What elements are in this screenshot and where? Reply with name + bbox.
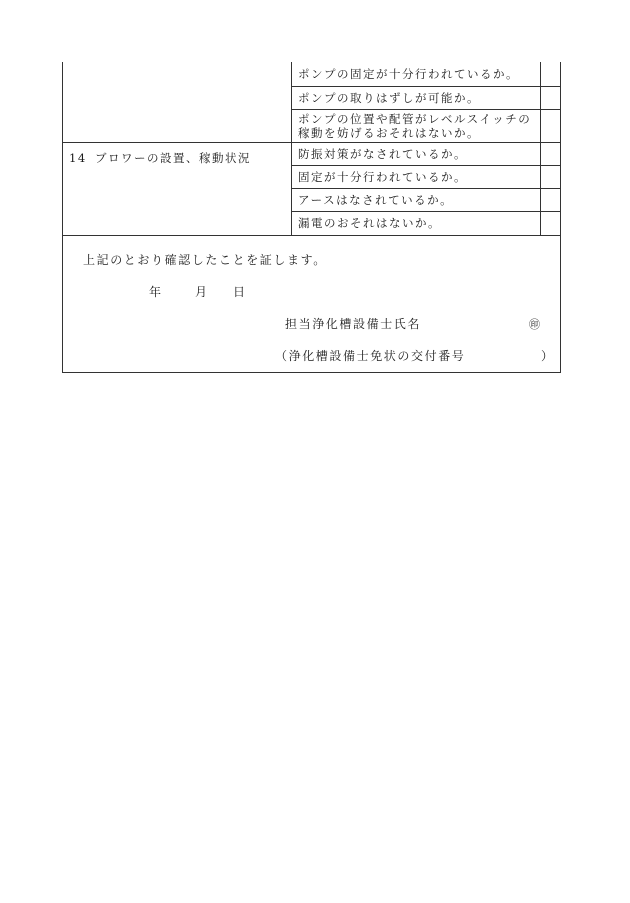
check-box[interactable] [541,165,561,188]
license-number-close: ） [541,349,555,363]
certification-block [63,235,560,372]
inspection-form [62,62,561,373]
check-item: ポンプの位置や配管がレベルスイッチの稼動を妨げるおそれはないか。 [292,109,541,142]
check-box[interactable] [541,62,561,86]
check-item: ポンプの取りはずしが可能か。 [292,86,541,109]
check-box[interactable] [541,211,561,235]
technician-name-label: 担当浄化槽設備士氏名 [285,317,422,331]
check-item: 固定が十分行われているか。 [292,165,541,188]
check-box[interactable] [541,188,561,211]
category-number: 14 [69,150,87,165]
check-item: アースはなされているか。 [292,188,541,211]
date-year-label: 年 [149,285,163,299]
date-day-label: 日 [233,285,247,299]
table-row [63,142,561,165]
seal-mark: ㊞ [529,318,540,331]
date-month-label: 月 [195,285,209,299]
category-cell-previous [63,62,292,142]
check-item: 漏電のおそれはないか。 [292,211,541,235]
checklist-table [62,62,561,236]
check-item: ポンプの固定が十分行われているか。 [292,62,541,86]
table-row [63,62,561,86]
certification-statement: 上記のとおり確認したことを証します。 [83,253,327,267]
check-item: 防振対策がなされているか。 [292,142,541,165]
license-number-label: （浄化槽設備士免状の交付番号 [275,349,466,363]
check-box[interactable] [541,109,561,142]
category-title: ブロワーの設置、稼動状況 [95,150,251,165]
category-cell-blower [63,142,292,235]
check-box[interactable] [541,142,561,165]
check-box[interactable] [541,86,561,109]
